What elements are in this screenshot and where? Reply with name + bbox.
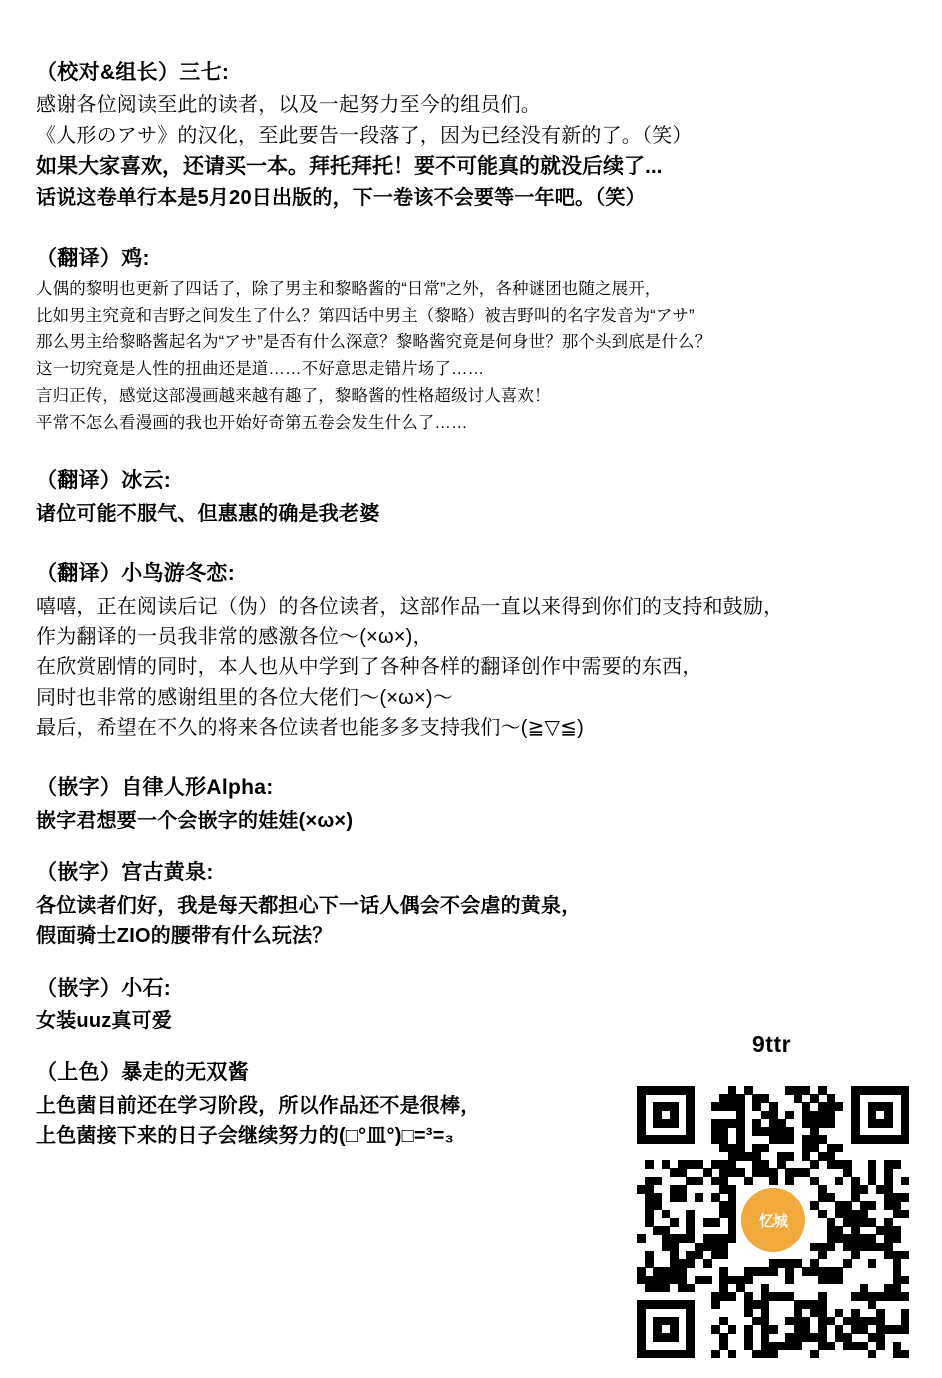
qr-label: 9ttr <box>752 1031 792 1057</box>
role-heading: （翻译）小鸟游冬恋: <box>36 562 235 586</box>
role-heading: （嵌字）小石: <box>36 976 172 1000</box>
credit-line: 女装uuz真可爱 <box>36 1009 173 1032</box>
credit-line: 诸位可能不服气、但惠惠的确是我老婆 <box>36 502 380 525</box>
credit-section <box>36 244 902 437</box>
credit-line: 上色菌目前还在学习阶段，所以作品还不是很棒， <box>36 1094 481 1117</box>
credit-line: 各位读者们好，我是每天都担心下一话人偶会不会虐的黄泉， <box>36 894 582 917</box>
credit-section <box>36 559 902 743</box>
credit-line: 上色菌接下来的日子会继续努力的(□°皿°)□=³=₃ <box>36 1125 454 1148</box>
role-heading: （校对&组长）三七: <box>36 61 230 84</box>
credit-line: 那么男主给黎略酱起名为“アサ”是否有什么深意？黎略酱究竟是何身世？那个头到底是什么？ <box>36 333 712 352</box>
credit-section <box>36 58 902 214</box>
credit-line: 假面骑士ZIO的腰带有什么玩法？ <box>36 925 333 948</box>
role-heading: （翻译）冰云: <box>36 469 172 493</box>
credit-line: 嘻嘻，正在阅读后记（伪）的各位读者，这部作品一直以来得到你们的支持和鼓励， <box>36 595 784 618</box>
credit-line: 人偶的黎明也更新了四话了，除了男主和黎略酱的“日常”之外，各种谜团也随之展开， <box>36 279 662 298</box>
credit-line: 作为翻译的一员我非常的感激各位～(×ω×)， <box>36 625 433 648</box>
credit-line: 这一切究竟是人性的扭曲还是道……不好意思走错片场了…… <box>36 360 485 379</box>
credit-line: 言归正传，感觉这部漫画越来越有趣了，黎略酱的性格超级讨人喜欢！ <box>36 386 551 405</box>
role-heading: （翻译）鸡: <box>36 246 150 270</box>
role-heading: （嵌字）宫古黄泉: <box>36 861 214 885</box>
credit-section <box>36 773 902 836</box>
credit-section <box>36 974 902 1037</box>
credit-line: 如果大家喜欢，还请买一本。拜托拜托！要不可能真的就没后续了... <box>36 155 663 179</box>
credit-line: 最后，希望在不久的将来各位读者也能多多支持我们～(≧▽≦) <box>36 717 585 740</box>
credit-section <box>36 858 902 951</box>
qr-logo: 忆城 <box>741 1188 805 1252</box>
credit-line: 话说这卷单行本是5月20日出版的，下一卷该不会要等一年吧。（笑） <box>36 187 646 210</box>
credit-line: 比如男主究竟和吉野之间发生了什么？第四话中男主（黎略）被吉野叫的名字发音为“アサ” <box>36 306 695 325</box>
qr-code[interactable] <box>637 1060 909 1360</box>
credit-line: 感谢各位阅读至此的读者，以及一起努力至今的组员们。 <box>36 94 541 117</box>
role-heading: （嵌字）自律人形Alpha: <box>36 776 274 800</box>
credit-line: 嵌字君想要一个会嵌字的娃娃(×ω×) <box>36 809 354 832</box>
credit-line: 在欣赏剧情的同时，本人也从中学到了各种各样的翻译创作中需要的东西， <box>36 656 703 679</box>
role-heading: （上色）暴走的无双酱 <box>36 1061 249 1085</box>
credit-line: 《人形のアサ》的汉化，至此要告一段落了，因为已经没有新的了。（笑） <box>36 124 693 147</box>
credit-line: 同时也非常的感谢组里的各位大佬们～(×ω×)～ <box>36 686 453 709</box>
credit-line: 平常不怎么看漫画的我也开始好奇第五卷会发生什么了…… <box>36 413 468 432</box>
credit-section <box>36 466 902 529</box>
